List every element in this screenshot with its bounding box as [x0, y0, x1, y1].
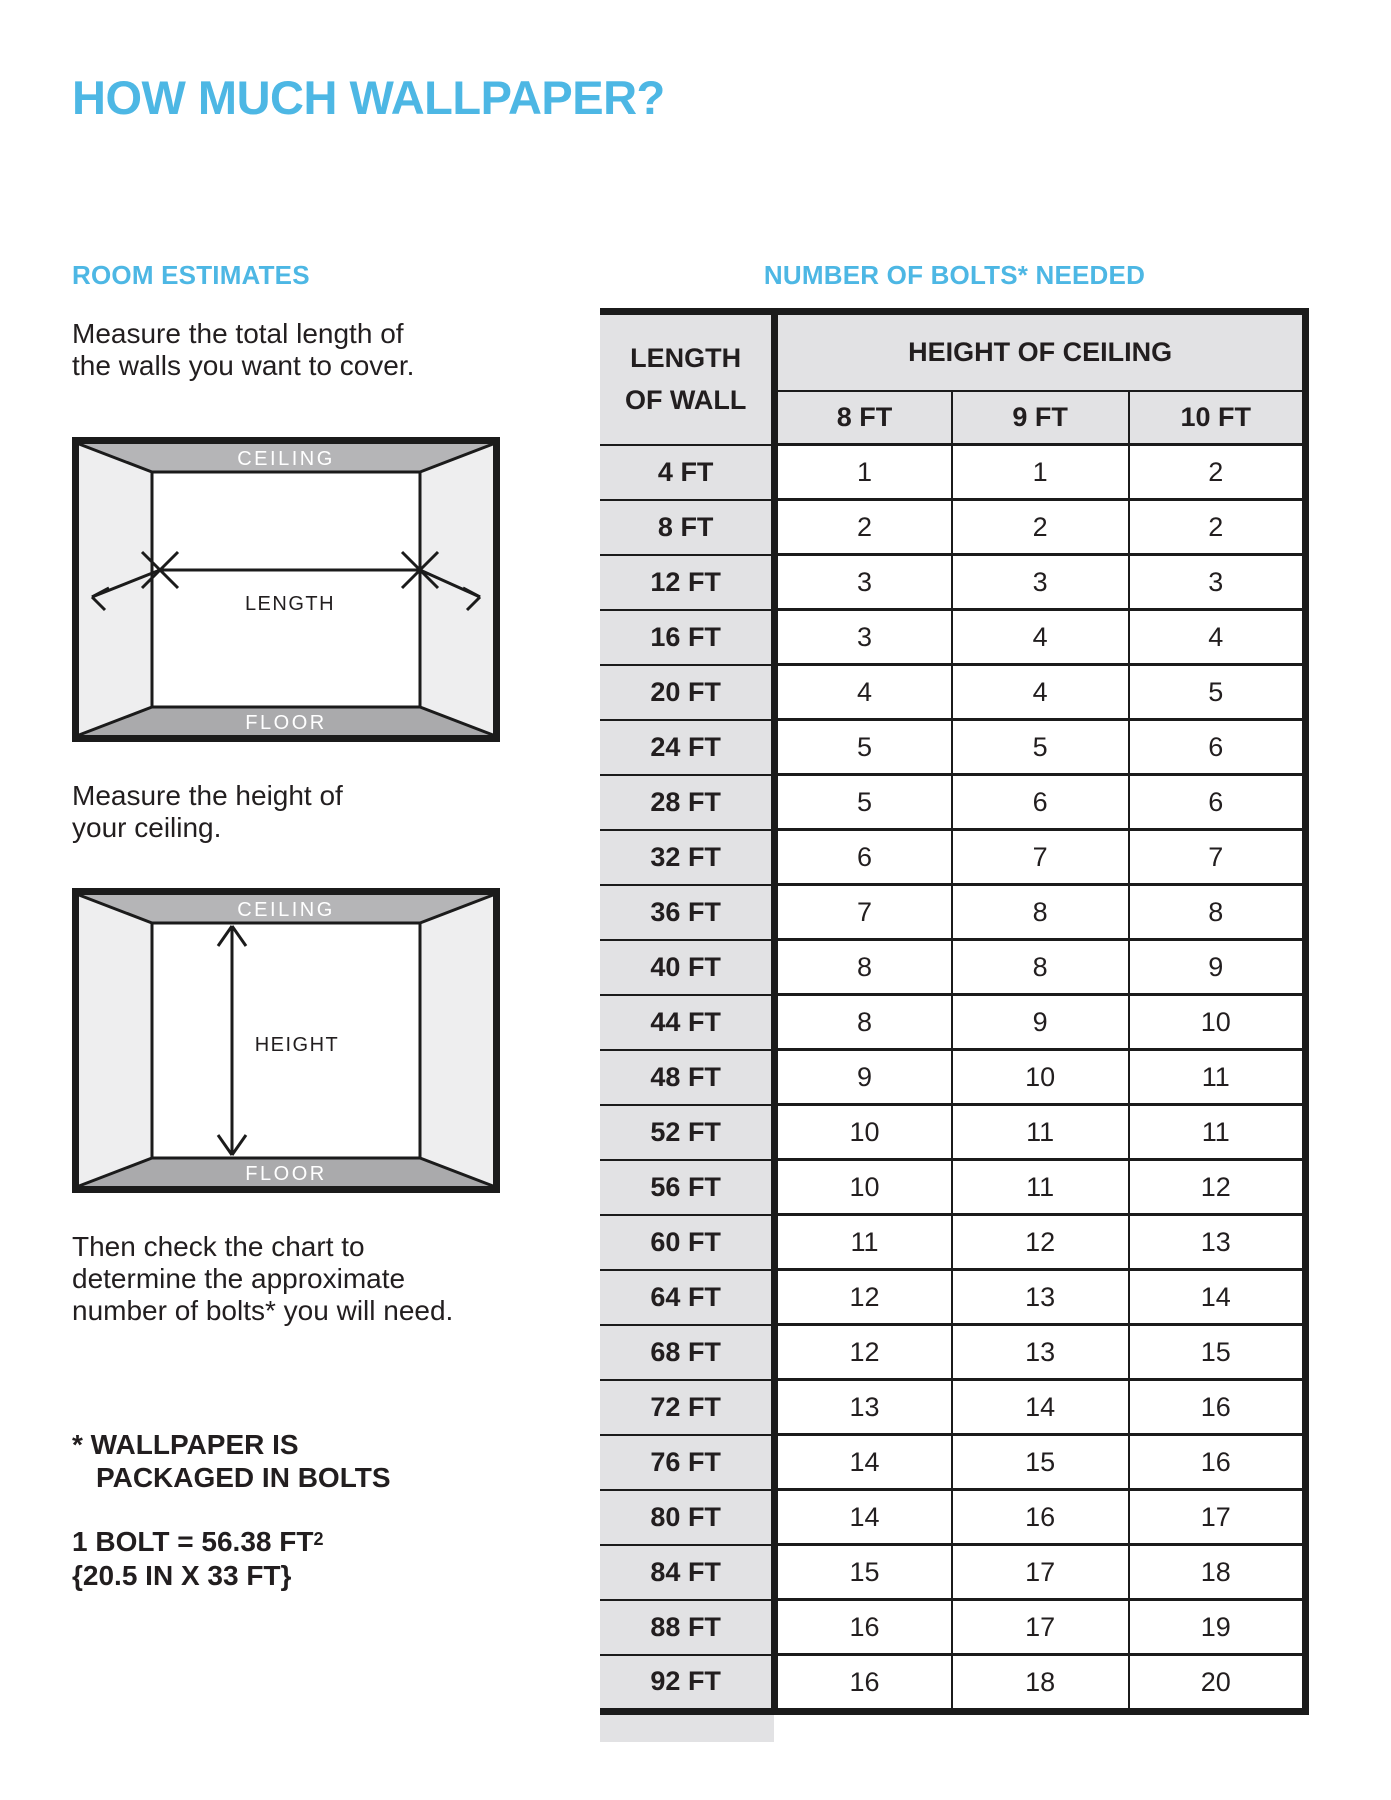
wall-length-cell: 24 FT	[600, 720, 775, 775]
instruction-line: number of bolts* you will need.	[72, 1295, 454, 1326]
bolt-table-body	[600, 445, 1306, 1712]
length-column-stub	[600, 1715, 774, 1742]
instruction-line: Measure the total length of	[72, 318, 404, 349]
bolt-equation	[72, 1522, 323, 1559]
table-row	[600, 445, 1306, 500]
table-row	[600, 1490, 1306, 1545]
bolt-count-cell: 16	[1129, 1435, 1306, 1490]
bolt-count-cell: 10	[1129, 995, 1306, 1050]
page-title: HOW MUCH WALLPAPER?	[72, 71, 665, 124]
bolt-count-cell: 2	[1129, 500, 1306, 555]
bolt-count-cell: 3	[775, 610, 952, 665]
bolt-count-cell: 20	[1129, 1655, 1306, 1712]
instruction-line: your ceiling.	[72, 812, 222, 843]
bolt-equation-sup: 2	[313, 1529, 324, 1549]
wall-length-cell: 40 FT	[600, 940, 775, 995]
bolt-count-cell: 8	[952, 885, 1129, 940]
bolts-footnote	[72, 1428, 391, 1494]
wall-length-cell: 36 FT	[600, 885, 775, 940]
bolt-count-cell: 12	[952, 1215, 1129, 1270]
wall-length-cell: 32 FT	[600, 830, 775, 885]
instruction-line: Then check the chart to	[72, 1231, 365, 1262]
wall-length-cell: 20 FT	[600, 665, 775, 720]
bolt-count-cell: 17	[1129, 1490, 1306, 1545]
bolt-count-cell: 15	[775, 1545, 952, 1600]
room-perspective-length-svg	[72, 437, 500, 742]
bolt-count-cell: 10	[775, 1160, 952, 1215]
height-of-ceiling-header: HEIGHT OF CEILING	[775, 312, 1306, 392]
length-label: LENGTH	[244, 593, 336, 615]
wall-length-cell: 76 FT	[600, 1435, 775, 1490]
wall-length-cell: 16 FT	[600, 610, 775, 665]
instruction-line: determine the approximate	[72, 1263, 406, 1294]
bolt-count-cell: 11	[952, 1160, 1129, 1215]
bolt-count-cell: 8	[1129, 885, 1306, 940]
bolt-count-cell: 5	[775, 720, 952, 775]
bolt-count-cell: 12	[775, 1270, 952, 1325]
table-row	[600, 885, 1306, 940]
bolt-count-cell: 7	[775, 885, 952, 940]
table-row	[600, 1270, 1306, 1325]
bolt-count-cell: 2	[775, 500, 952, 555]
bolt-count-cell: 14	[775, 1435, 952, 1490]
length-header-line: OF WALL	[624, 385, 747, 416]
wall-length-cell: 68 FT	[600, 1325, 775, 1380]
bolt-count-cell: 11	[1129, 1050, 1306, 1105]
bolt-count-cell: 16	[1129, 1380, 1306, 1435]
bolt-count-cell: 5	[1129, 665, 1306, 720]
bolt-count-cell: 4	[1129, 610, 1306, 665]
table-row	[600, 720, 1306, 775]
bolt-count-cell: 11	[775, 1215, 952, 1270]
wall-length-cell: 52 FT	[600, 1105, 775, 1160]
bolt-count-cell: 9	[1129, 940, 1306, 995]
room-perspective-height-svg	[72, 888, 500, 1193]
footnote-line: * WALLPAPER IS	[72, 1429, 299, 1460]
table-row	[600, 555, 1306, 610]
bolt-equation-text: 1 BOLT = 56.38 FT	[72, 1526, 314, 1557]
bolt-count-cell: 6	[952, 775, 1129, 830]
table-header-row-1	[600, 312, 1306, 392]
instruction-measure-length	[72, 318, 414, 382]
bolt-count-cell: 4	[952, 610, 1129, 665]
bolt-count-cell: 17	[952, 1545, 1129, 1600]
bolt-count-cell: 3	[1129, 555, 1306, 610]
bolt-count-cell: 18	[952, 1655, 1129, 1712]
table-row	[600, 1160, 1306, 1215]
wall-length-cell: 92 FT	[600, 1655, 775, 1712]
bolt-count-cell: 5	[775, 775, 952, 830]
footnote-line: PACKAGED IN BOLTS	[96, 1462, 391, 1493]
length-room-diagram	[72, 437, 500, 742]
wall-length-cell: 84 FT	[600, 1545, 775, 1600]
bolt-count-cell: 9	[952, 995, 1129, 1050]
bolt-count-cell: 11	[952, 1105, 1129, 1160]
wall-length-cell: 80 FT	[600, 1490, 775, 1545]
floor-label: FLOOR	[245, 1163, 327, 1185]
bolt-count-cell: 1	[952, 445, 1129, 500]
table-row	[600, 995, 1306, 1050]
wall-length-cell: 56 FT	[600, 1160, 775, 1215]
bolt-count-cell: 14	[775, 1490, 952, 1545]
table-row	[600, 610, 1306, 665]
bolt-count-cell: 8	[952, 940, 1129, 995]
wall-length-cell: 12 FT	[600, 555, 775, 610]
bolt-count-cell: 2	[1129, 445, 1306, 500]
bolt-count-cell: 6	[775, 830, 952, 885]
table-row	[600, 1545, 1306, 1600]
bolt-count-cell: 7	[952, 830, 1129, 885]
instruction-measure-height	[72, 780, 343, 844]
instruction-line: the walls you want to cover.	[72, 350, 415, 381]
bolt-count-cell: 13	[1129, 1215, 1306, 1270]
bolt-count-cell: 12	[1129, 1160, 1306, 1215]
instruction-line: Measure the height of	[72, 780, 343, 811]
bolt-count-cell: 6	[1129, 775, 1306, 830]
bolt-count-cell: 1	[775, 445, 952, 500]
bolt-count-cell: 16	[952, 1490, 1129, 1545]
table-row	[600, 1105, 1306, 1160]
table-row	[600, 1655, 1306, 1712]
bolt-count-cell: 16	[775, 1600, 952, 1655]
table-row	[600, 1215, 1306, 1270]
bolt-count-cell: 7	[1129, 830, 1306, 885]
table-row	[600, 1050, 1306, 1105]
table-row	[600, 1325, 1306, 1380]
bolt-count-cell: 6	[1129, 720, 1306, 775]
bolt-count-cell: 10	[952, 1050, 1129, 1105]
bolt-count-cell: 16	[775, 1655, 952, 1712]
wall-length-cell: 48 FT	[600, 1050, 775, 1105]
wall-length-cell: 4 FT	[600, 445, 775, 500]
bolt-count-cell: 18	[1129, 1545, 1306, 1600]
bolt-count-cell: 8	[775, 940, 952, 995]
bolt-count-cell: 12	[775, 1325, 952, 1380]
bolt-dimensions: {20.5 IN X 33 FT}	[72, 1560, 292, 1591]
bolt-count-cell: 17	[952, 1600, 1129, 1655]
table-row	[600, 665, 1306, 720]
height-room-diagram	[72, 888, 500, 1193]
table-row	[600, 500, 1306, 555]
bolt-count-cell: 4	[952, 665, 1129, 720]
ceiling-9ft-header: 9 FT	[952, 391, 1129, 445]
bolts-table-container	[600, 308, 1309, 1742]
bolt-size-info	[72, 1522, 323, 1593]
bolt-count-cell: 2	[952, 500, 1129, 555]
room-estimates-heading: ROOM ESTIMATES	[72, 260, 310, 290]
length-of-wall-header	[600, 312, 775, 445]
height-label: HEIGHT	[254, 1034, 340, 1056]
wall-length-cell: 8 FT	[600, 500, 775, 555]
wall-length-cell: 64 FT	[600, 1270, 775, 1325]
bolt-count-cell: 15	[1129, 1325, 1306, 1380]
wall-length-cell: 72 FT	[600, 1380, 775, 1435]
bolts-table	[600, 308, 1309, 1715]
back-wall	[152, 472, 420, 707]
bolt-count-cell: 11	[1129, 1105, 1306, 1160]
bolt-count-cell: 14	[952, 1380, 1129, 1435]
bolt-count-cell: 14	[1129, 1270, 1306, 1325]
wall-length-cell: 60 FT	[600, 1215, 775, 1270]
bolt-count-cell: 10	[775, 1105, 952, 1160]
wall-length-cell: 44 FT	[600, 995, 775, 1050]
ceiling-label: CEILING	[237, 899, 335, 921]
table-row	[600, 940, 1306, 995]
bolt-count-cell: 13	[952, 1325, 1129, 1380]
bolt-count-cell: 3	[952, 555, 1129, 610]
ceiling-10ft-header: 10 FT	[1129, 391, 1306, 445]
wall-length-cell: 88 FT	[600, 1600, 775, 1655]
bolt-count-cell: 4	[775, 665, 952, 720]
bolt-count-cell: 13	[952, 1270, 1129, 1325]
bolt-count-cell: 13	[775, 1380, 952, 1435]
bolt-count-cell: 5	[952, 720, 1129, 775]
bolt-count-cell: 9	[775, 1050, 952, 1105]
table-row	[600, 775, 1306, 830]
table-row	[600, 1380, 1306, 1435]
bolts-needed-heading: NUMBER OF BOLTS* NEEDED	[763, 260, 1146, 290]
table-row	[600, 830, 1306, 885]
instruction-check-chart	[72, 1231, 453, 1327]
bolt-count-cell: 19	[1129, 1600, 1306, 1655]
table-row	[600, 1435, 1306, 1490]
bolt-count-cell: 3	[775, 555, 952, 610]
bolt-count-cell: 8	[775, 995, 952, 1050]
floor-label: FLOOR	[245, 712, 327, 734]
bolt-count-cell: 15	[952, 1435, 1129, 1490]
table-row	[600, 1600, 1306, 1655]
ceiling-8ft-header: 8 FT	[775, 391, 952, 445]
ceiling-label: CEILING	[237, 448, 335, 470]
wall-length-cell: 28 FT	[600, 775, 775, 830]
length-header-line: LENGTH	[630, 343, 742, 374]
